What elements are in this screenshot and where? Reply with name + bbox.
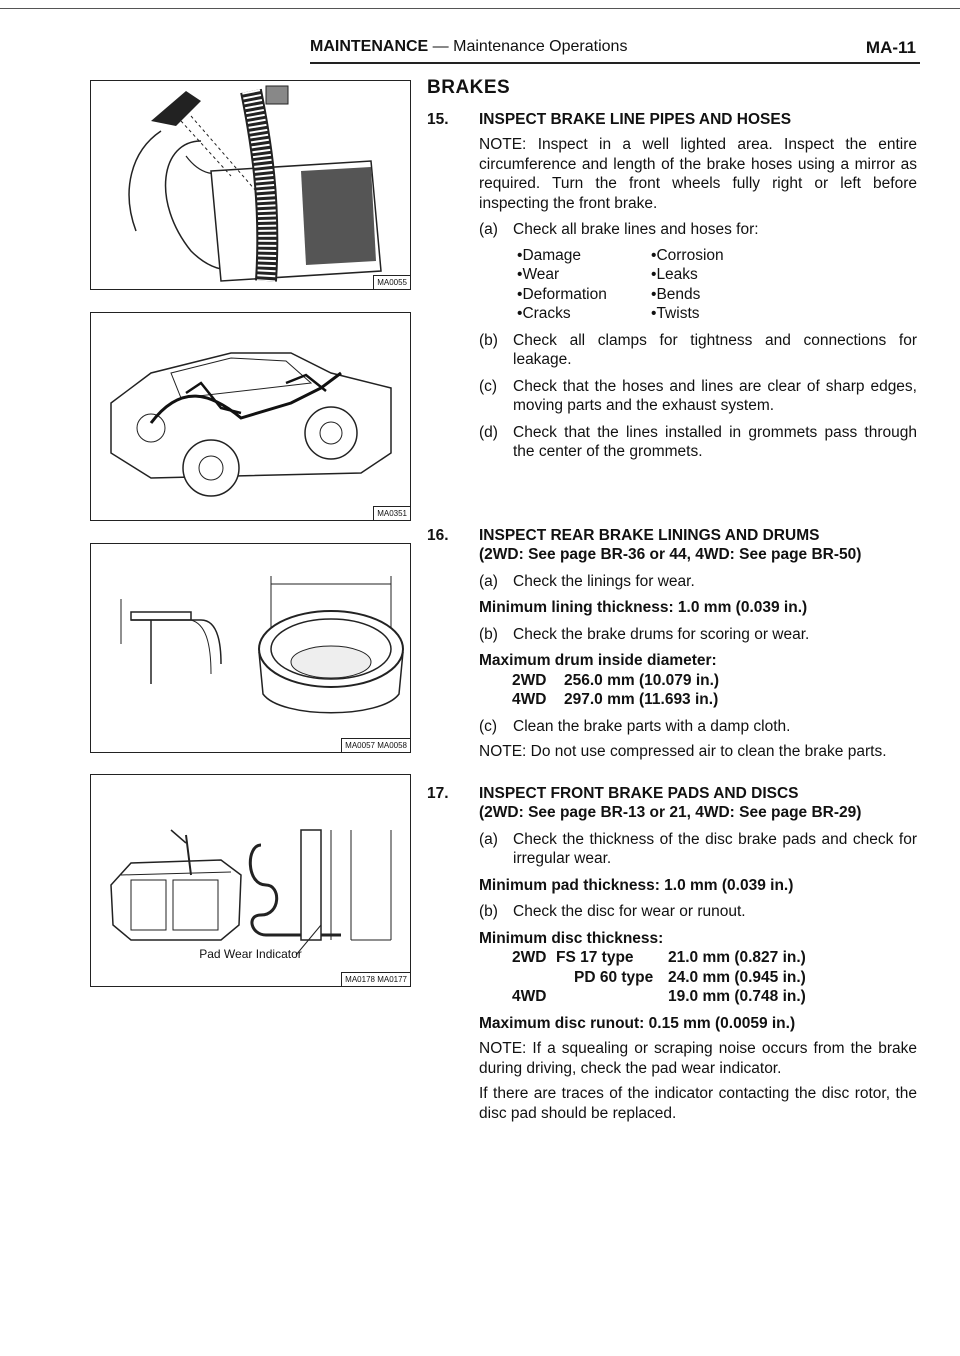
step-reference: (2WD: See page BR-36 or 44, 4WD: See page BR-50) [479, 546, 862, 563]
section-title: BRAKES [427, 77, 511, 98]
sub-text: Check that the lines installed in grommets pass through the center of the grommets. [513, 423, 917, 460]
final-note: If there are traces of the indicator contacting the disc rotor, the disc pad should be replaced. [479, 1085, 917, 1122]
spec-row: 4WD 19.0 mm (0.748 in.) [512, 988, 806, 1005]
step-number: 16. [427, 526, 449, 544]
step-16 [427, 526, 917, 762]
page-header [310, 36, 920, 64]
step-heading: INSPECT FRONT BRAKE PADS AND DISCS [479, 784, 799, 802]
lining-drum-illustration [91, 544, 410, 752]
sub-text: Clean the brake parts with a damp cloth. [513, 717, 791, 735]
sub-label: (c) [479, 377, 498, 395]
list-item: • Bends [651, 285, 831, 305]
figure-caption: Pad Wear Indicator [199, 947, 302, 961]
sub-text: Check the thickness of the disc brake pads and check for irregular wear. [513, 830, 917, 867]
hose-mirror-illustration [91, 81, 410, 289]
drum-spec-table [512, 671, 917, 710]
note: NOTE: If a squealing or scraping noise occurs from the brake during driving, check the pad wear indicator. [479, 1040, 917, 1077]
sub-label: (c) [479, 717, 498, 735]
car-brake-lines-illustration [91, 313, 410, 520]
sub-label: (b) [479, 625, 498, 643]
sub-text: Check the linings for wear. [513, 572, 695, 590]
figure-code: MA0178 MA0177 [341, 972, 410, 986]
step-heading: INSPECT REAR BRAKE LININGS AND DRUMS [479, 526, 820, 544]
step-heading: INSPECT BRAKE LINE PIPES AND HOSES [479, 110, 792, 128]
spec-row: 4WD 297.0 mm (11.693 in.) [512, 691, 719, 708]
main-text [427, 78, 917, 1123]
sub-text: Check that the hoses and lines are clear of sharp edges, moving parts and the exhaust system. [513, 377, 917, 414]
sub-label: (d) [479, 423, 498, 441]
sub-label: (b) [479, 331, 498, 349]
disc-spec-table [512, 948, 917, 1007]
figure-car-brake-lines [90, 312, 411, 521]
list-item: • Corrosion [651, 246, 831, 266]
step-17 [427, 784, 917, 1124]
sub-label: (a) [479, 830, 498, 848]
note: NOTE: Do not use compressed air to clean the brake parts. [479, 743, 887, 760]
sub-text: Check all brake lines and hoses for: [513, 221, 759, 238]
list-item: • Deformation [517, 285, 651, 305]
spec-row: PD 60 type 24.0 mm (0.945 in.) [574, 968, 806, 986]
spec-max-drum: Maximum drum inside diameter: [479, 652, 717, 669]
sub-text: Check the disc for wear or runout. [513, 903, 746, 920]
list-item: • Twists [651, 304, 831, 324]
list-item: • Damage [517, 246, 651, 266]
list-item: • Leaks [651, 265, 831, 285]
sub-text: Check the brake drums for scoring or wear. [513, 625, 810, 643]
step-15 [427, 110, 917, 462]
sub-label: (a) [479, 221, 498, 238]
figure-hose-mirror [90, 80, 411, 290]
step-number: 15. [427, 110, 449, 128]
note: NOTE: Inspect in a well lighted area. Inspect the entire circumference and length of the brake hoses using a mirror as required. Turn the front wheels fully right or left before inspecting the front brake. [479, 136, 917, 212]
spec-max-runout: Maximum disc runout: 0.15 mm (0.0059 in.) [479, 1014, 796, 1032]
page-number: MA-11 [865, 38, 916, 57]
figure-pad-wear-indicator [90, 774, 411, 987]
sub-label: (b) [479, 903, 498, 920]
sub-text: Check all clamps for tightness and connections for leakage. [513, 331, 917, 368]
spec-row: 2WD 256.0 mm (10.079 in.) [512, 671, 720, 689]
step-number: 17. [427, 784, 449, 802]
list-item: • Wear [517, 265, 651, 285]
sub-label: (a) [479, 572, 498, 590]
spec-min-pad: Minimum pad thickness: 1.0 mm (0.039 in.) [479, 876, 794, 894]
figure-code: MA0351 [373, 506, 410, 520]
top-rule [0, 8, 960, 9]
spec-min-disc: Minimum disc thickness: [479, 929, 664, 947]
figure-code: MA0057 MA0058 [341, 738, 410, 752]
header-title: MAINTENANCE — Maintenance Operations [310, 38, 628, 55]
spec-min-lining: Minimum lining thickness: 1.0 mm (0.039 in.) [479, 599, 808, 616]
step-reference: (2WD: See page BR-13 or 21, 4WD: See page BR-29) [479, 804, 862, 821]
list-item: • Cracks [517, 304, 651, 324]
figure-lining-drum [90, 543, 411, 753]
spec-row: 2WD FS 17 type 21.0 mm (0.827 in.) [512, 949, 806, 966]
check-list [517, 246, 917, 324]
figure-code: MA0055 [373, 275, 410, 289]
